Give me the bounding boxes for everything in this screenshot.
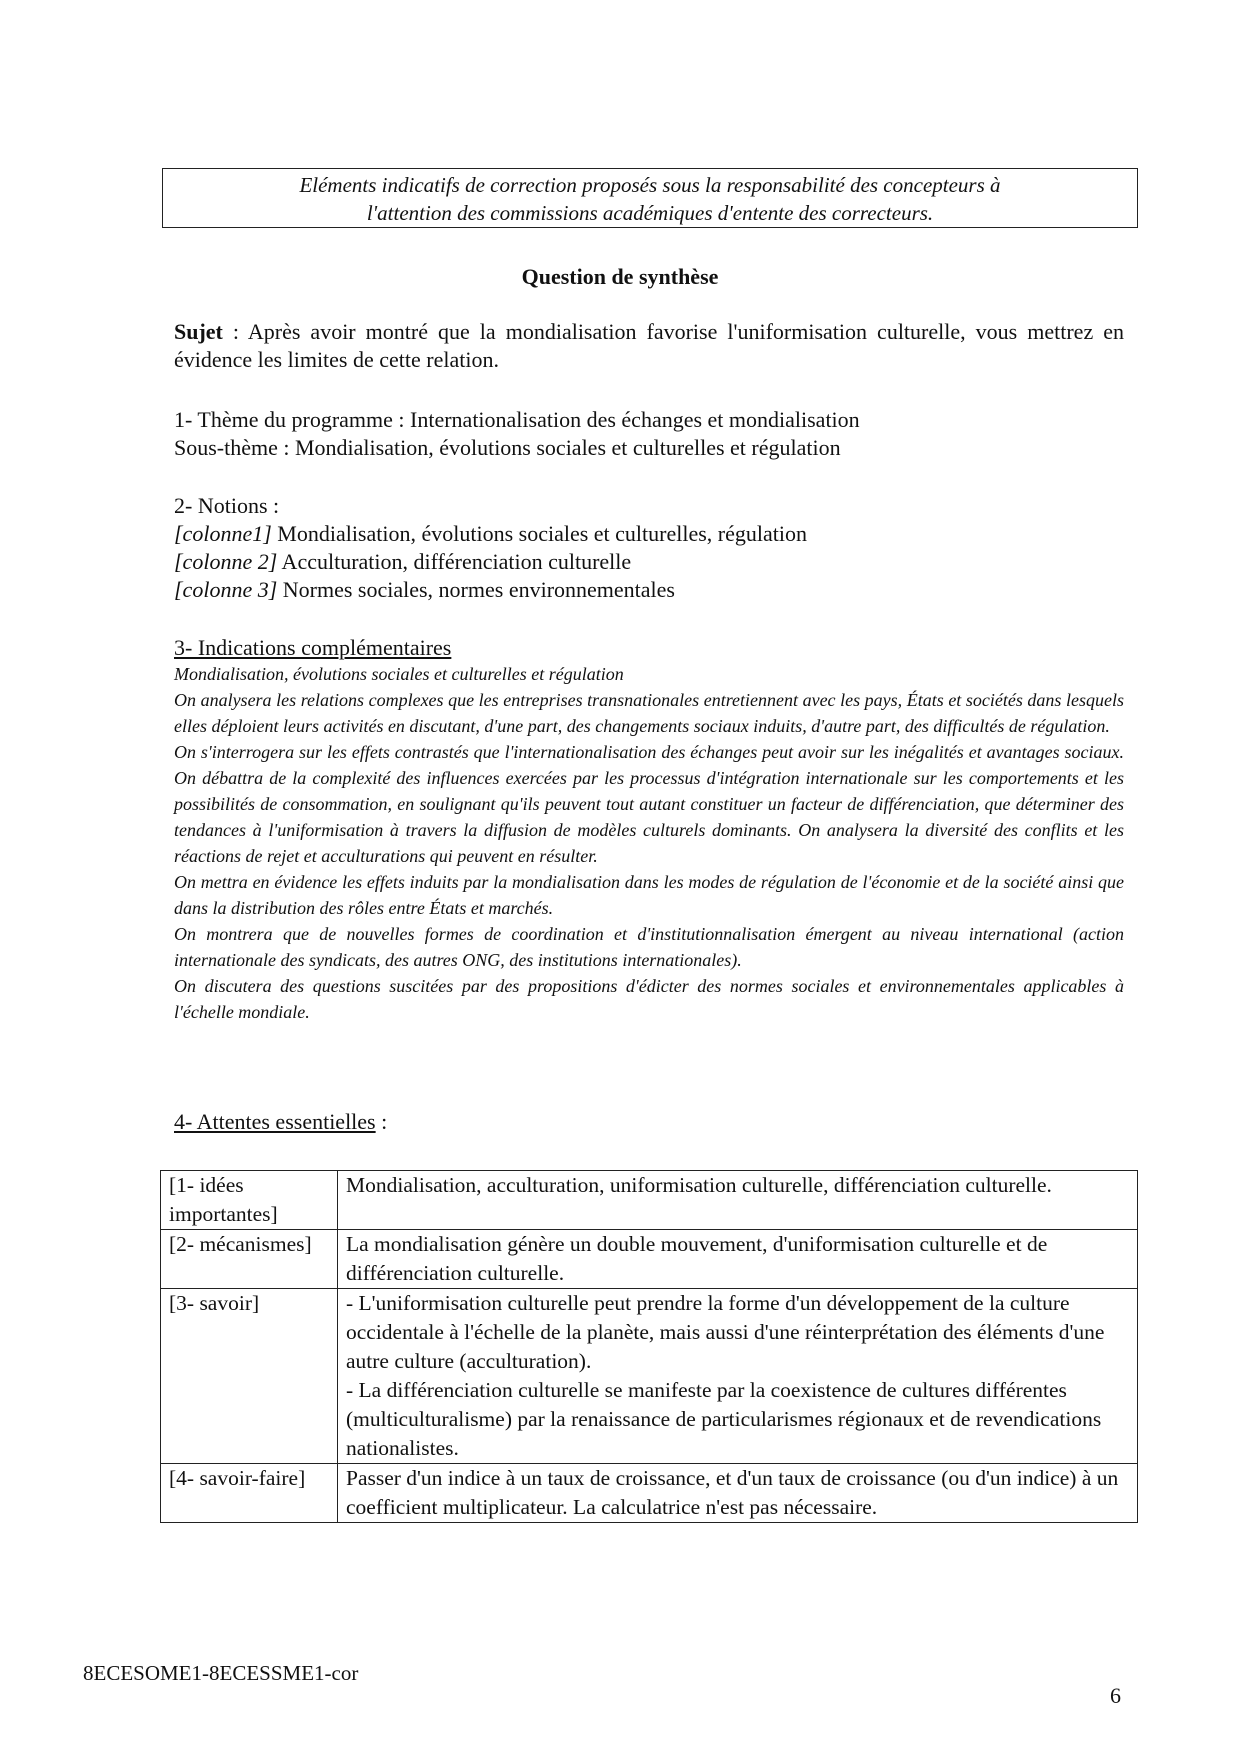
sujet-text: : Après avoir montré que la mondialisation favorise l'uniformisation culturelle, vous mettrez en évidence les limites de cette relation. (174, 319, 1124, 372)
indication-paragraph: On s'interrogera sur les effets contrastés que l'internationalisation des échanges peut avoir sur les inégalités et avantages sociaux. On débattra de la complexité des influences exercées par les processus d'intégration internationale sur les comportements et les possibilités de consommation, en soulignant qu'ils peuvent tout autant constituer un facteur de différenciation, que déterminer des tendances à l'uniformisation à travers la diffusion de modèles culturels dominants. On analysera la diversité des conflits et les réactions de rejet et acculturations qui peuvent en résulter. (174, 742, 1124, 866)
row-line: - L'uniformisation culturelle peut prendre la forme d'un développement de la culture occidentale à l'échelle de la planète, mais aussi d'une réinterprétation des éléments d'une autre culture (acculturation). (346, 1291, 1105, 1373)
row-value (338, 1289, 1138, 1464)
row-line: La mondialisation génère un double mouvement, d'uniformisation culturelle et de différenciation culturelle. (346, 1232, 1048, 1285)
attentes-heading-suffix: : (375, 1109, 388, 1134)
notion-text: Acculturation, différenciation culturelle (277, 549, 632, 574)
row-line: Mondialisation, acculturation, uniformisation culturelle, différenciation culturelle. (346, 1173, 1052, 1197)
row-value (338, 1230, 1138, 1289)
row-key: [3- savoir] (161, 1289, 338, 1464)
attentes-heading (174, 1108, 1124, 1136)
indications-body (174, 661, 1124, 1025)
table-row (161, 1289, 1138, 1464)
notion-text: Mondialisation, évolutions sociales et culturelles, régulation (271, 521, 807, 546)
table-row (161, 1171, 1138, 1230)
table-row (161, 1230, 1138, 1289)
indications-heading: 3- Indications complémentaires (174, 635, 452, 660)
row-value (338, 1171, 1138, 1230)
notice-line-1: Eléments indicatifs de correction proposés sous la responsabilité des concepteurs à (299, 173, 1001, 197)
table-row (161, 1464, 1138, 1523)
notice-line-2: l'attention des commissions académiques d'entente des correcteurs. (366, 201, 934, 225)
indication-paragraph: Mondialisation, évolutions sociales et culturelles et régulation (174, 664, 624, 684)
page-title: Question de synthèse (521, 264, 719, 289)
row-key: [1- idées importantes] (161, 1171, 338, 1230)
indication-paragraph: On analysera les relations complexes que les entreprises transnationales entretiennent avec les pays, États et sociétés dans lesquels elles déploient leurs activités en discutant, d'une part, des changements sociaux induits, d'autre part, des difficultés de régulation. (174, 690, 1124, 736)
notions-section (174, 492, 1124, 604)
page-number: 6 (1110, 1683, 1121, 1708)
indication-paragraph: On discutera des questions suscitées par des propositions d'édicter des normes sociales et environnementales applicables à l'échelle mondiale. (174, 976, 1124, 1022)
indication-paragraph: On montrera que de nouvelles formes de coordination et d'institutionnalisation émergent au niveau international (action internationale des syndicats, des autres ONG, des institutions internationales). (174, 924, 1124, 970)
notion-text: Normes sociales, normes environnementales (277, 577, 675, 602)
row-line: - La différenciation culturelle se manifeste par la coexistence de cultures différentes (multiculturalisme) par la renaissance de particularismes régionaux et de revendications nationalistes. (346, 1378, 1102, 1460)
notions-heading: 2- Notions : (174, 493, 280, 518)
row-value (338, 1464, 1138, 1523)
notion-item (174, 520, 1124, 548)
notion-tag: [colonne 2] (174, 549, 278, 574)
correction-notice-box (162, 168, 1138, 228)
attentes-heading-text: 4- Attentes essentielles (174, 1109, 376, 1134)
theme-section (174, 406, 1124, 462)
notion-tag: [colonne1] (174, 521, 272, 546)
notion-tag: [colonne 3] (174, 577, 278, 602)
sujet-paragraph (174, 318, 1124, 374)
attentes-table (160, 1170, 1138, 1523)
row-line: Passer d'un indice à un taux de croissance, et d'un taux de croissance (ou d'un indice) à un coefficient multiplicateur. La calculatrice n'est pas nécessaire. (346, 1466, 1119, 1519)
sujet-label: Sujet (174, 319, 223, 344)
notion-item (174, 548, 1124, 576)
document-code: 8ECESOME1-8ECESSME1-cor (83, 1661, 359, 1685)
notion-item (174, 576, 1124, 604)
indication-paragraph: On mettra en évidence les effets induits par la mondialisation dans les modes de régulation de l'économie et de la société ainsi que dans la distribution des rôles entre États et marchés. (174, 872, 1124, 918)
theme-line: 1- Thème du programme : Internationalisation des échanges et mondialisation (174, 407, 860, 432)
sous-theme-line: Sous-thème : Mondialisation, évolutions sociales et culturelles et régulation (174, 435, 841, 460)
row-key: [4- savoir-faire] (161, 1464, 338, 1523)
row-key: [2- mécanismes] (161, 1230, 338, 1289)
